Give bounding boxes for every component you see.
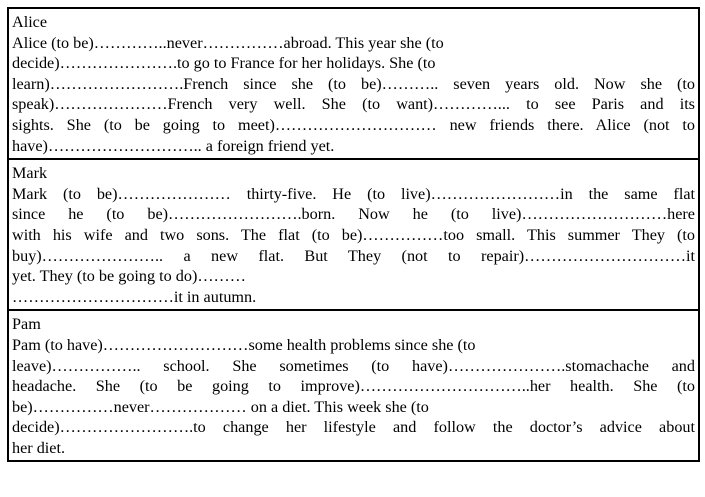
text-line: with his wife and two sons. The flat (to be)……………too small. This summer They (to <box>12 225 695 244</box>
text-line: learn)…………………….French since she (to be)……….. seven years old. Now she (to <box>12 74 695 93</box>
section-row-mark <box>8 159 699 310</box>
text-line: be)……………never……………… on a diet. This week she (to <box>12 397 429 416</box>
section-row-pam <box>8 310 699 461</box>
text-line: speak)…………………French very well. She (to want)…………... to see Paris and its <box>12 95 695 114</box>
section-name: Pam <box>12 315 41 334</box>
section-pam <box>8 310 699 461</box>
text-line: leave)…………….. school. She sometimes (to have)………………….stomachache and <box>12 356 695 375</box>
text-line: have)……………………….. a foreign friend yet. <box>12 136 335 155</box>
text-line: buy)………………….. a new flat. But They (not to repair)…………………………it <box>12 246 695 265</box>
text-line: …………………………it in autumn. <box>12 287 257 306</box>
text-line: her diet. <box>12 438 66 457</box>
text-line: Mark (to be)………………… thirty-five. He (to live)……………………in the same flat <box>12 184 695 203</box>
text-line: since he (to be)…………………….born. Now he (to live)………………………here <box>12 205 695 224</box>
text-line: yet. They (to be going to do)……… <box>12 267 246 286</box>
section-alice <box>8 8 699 159</box>
text-line: Alice (to be)…………..never……………abroad. This year she (to <box>12 33 444 52</box>
text-line: headache. She (to be going to improve)…………………………..her health. She (to <box>12 377 695 396</box>
section-mark <box>8 159 699 310</box>
section-row-alice <box>8 8 699 159</box>
text-line: sights. She (to be going to meet)………………………… new friends there. Alice (not to <box>12 115 695 134</box>
section-name: Mark <box>12 164 48 183</box>
section-name: Alice <box>12 13 48 31</box>
text-line: decide)………………….to go to France for her holidays. She (to <box>12 54 436 73</box>
text-line: Pam (to have)………………………some health problems since she (to <box>12 335 476 354</box>
exercise-table <box>7 7 700 462</box>
text-line: decide)…………………….to change her lifestyle and follow the doctor’s advice about <box>12 418 695 437</box>
